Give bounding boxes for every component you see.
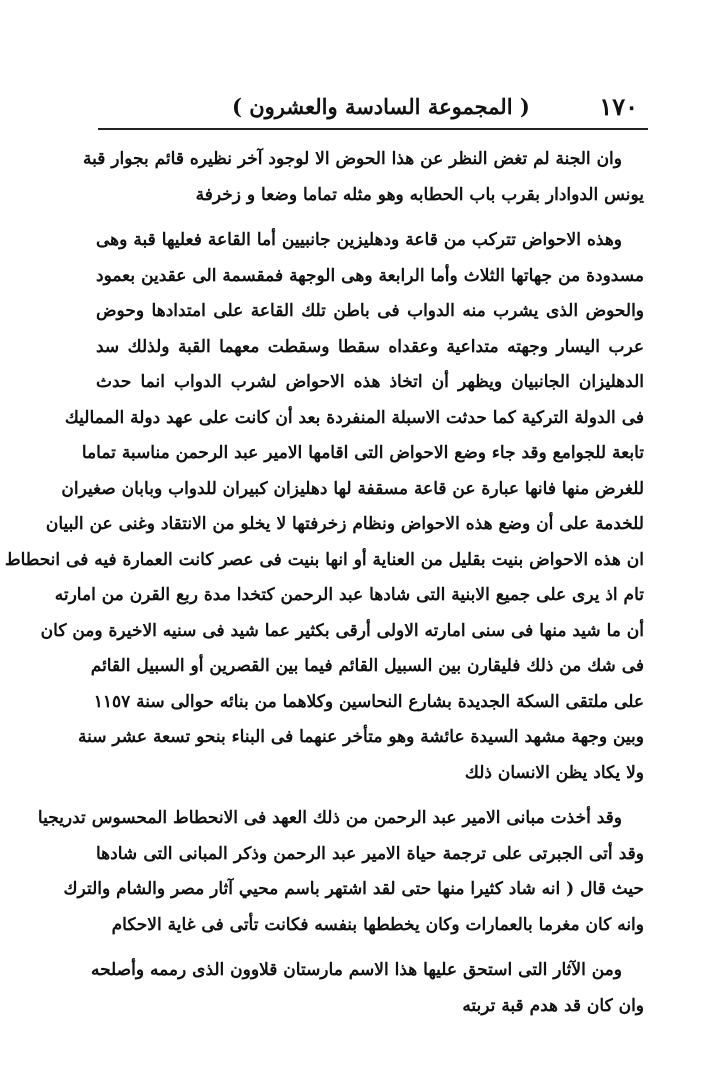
text-line: وان كان قد هدم قبة تربته — [462, 995, 644, 1016]
text-line: وهذه الاحواض تتركب من قاعة ودهليزين جانبيين أما القاعة فعليها قبة وهى — [96, 230, 622, 250]
text-line: تام اذ يرى على جميع الابنية التى شادها عبد الرحمن كتخدا مدة ربع القرن من امارته — [54, 585, 644, 605]
text-line: الدهليزان الجانبيان ويظهر أن اتخاذ هذه الاحواض لشرب الدواب انما حدث — [96, 372, 644, 392]
paragraph-1 — [82, 142, 644, 213]
text-line: والحوض الذى يشرب منه الدواب فى باطن تلك القاعة على امتدادها وحوض — [96, 301, 644, 321]
paragraph-4 — [90, 953, 644, 1024]
text-line: فى شك من ذلك فليقارن بين السبيل القائم فيما بين القصرين أو السبيل القائم — [90, 656, 644, 676]
text-line: مسدودة من جهاتها الثلاث وأما الرابعة وهى الوجهة فمقسمة الى عقدين بعمود — [96, 265, 644, 286]
paragraph-3 — [37, 801, 644, 943]
text-line: وبين وجهة مشهد السيدة عائشة وهو متأخر عنهما فى البناء بنحو تسعة عشر سنة — [77, 727, 644, 747]
text-line: ان هذه الاحواض بنيت بقليل من العناية أو انها بنيت فى عصر كانت العمارة فيه فى انحطاط — [4, 549, 644, 570]
text-line: للخدمة على أن وضع هذه الاحواض ونظام زخرفتها لا يخلو من الانتقاد وغنى عن البيان — [45, 514, 644, 534]
text-line: أن ما شيد منها فى سنى امارته الاولى أرقى بكثير عما شيد فى سنيه الاخيرة ومن كان — [40, 620, 644, 641]
text-line: عرب اليسار وجهته متداعية وعقداه سقطا وسقطت معهما القبة ولذلك سد — [96, 336, 644, 357]
text-line: يونس الدوادار بقرب باب الحطابه وهو مثله تماما وضعا و زخرفة — [195, 184, 644, 205]
running-title: ( المجموعة السادسة والعشرون ) — [232, 93, 530, 119]
paragraph-2 — [4, 223, 644, 791]
text-line: حيث قال ( انه شاد كثيرا منها حتى لقد اشتهر باسم محيي آثار مصر والشام والترك — [63, 879, 644, 899]
text-line: وقد أخذت مبانى الامير عبد الرحمن من ذلك العهد فى الانحطاط المحسوس تدريجيا — [37, 808, 622, 828]
text-line: فى الدولة التركية كما حدثت الاسبلة المنفردة بعد أن كانت على عهد دولة المماليك — [64, 407, 644, 428]
header-rule — [98, 128, 648, 130]
text-line: تابعة للجوامع وقد جاء وضع الاحواض التى اقامها الامير عبد الرحمن مناسبة تماما — [81, 443, 644, 463]
body-text — [4, 142, 644, 1034]
text-line: ولا يكاد يظن الانسان ذلك — [464, 762, 644, 783]
text-line: للغرض منها فانها عبارة عن قاعة مسقفة لها دهليزان كبيران للدواب وبابان صغيران — [61, 478, 644, 499]
page-number: ١٧٠ — [599, 91, 638, 121]
text-line: وان الجنة لم تغض النظر عن هذا الحوض الا لوجود آخر نظيره قائم بجوار قبة — [82, 149, 622, 169]
text-line: وانه كان مغرما بالعمارات وكان يخططها بنفسه فكانت تأتى فى غاية الاحكام — [111, 914, 644, 935]
text-line: وقد أتى الجبرتى على ترجمة حياة الامير عبد الرحمن وذكر المبانى التى شادها — [96, 843, 644, 864]
page-header — [98, 86, 638, 126]
text-line: على ملتقى السكة الجديدة بشارع النحاسين وكلاهما من بنائه حوالى سنة ١١٥٧ — [93, 691, 644, 712]
text-line: ومن الآثار التى استحق عليها هذا الاسم مارستان قلاوون الذى رممه وأصلحه — [90, 960, 622, 980]
